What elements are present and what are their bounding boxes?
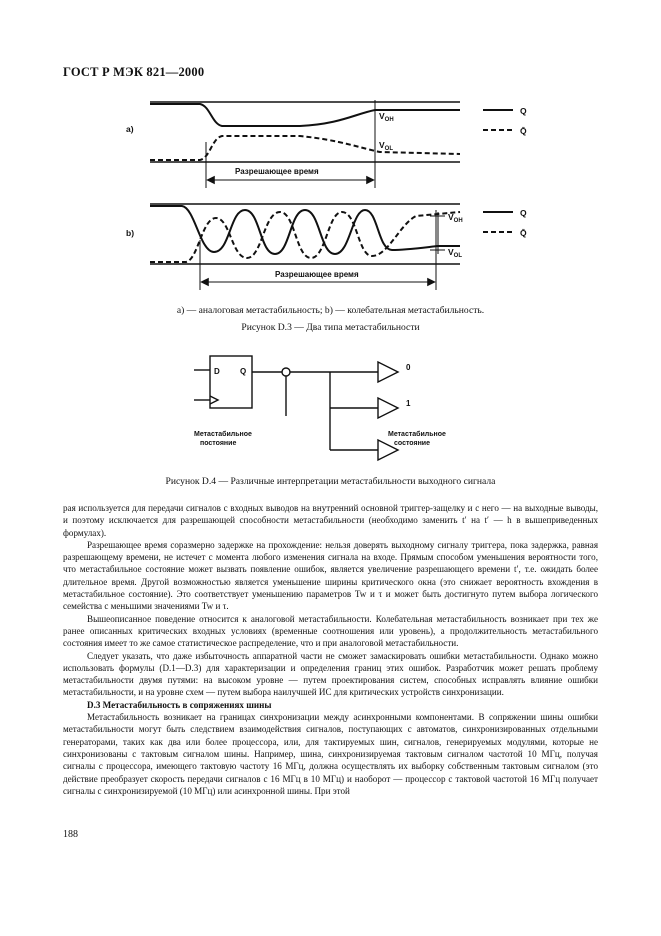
figure-label-b: b): [126, 228, 135, 238]
svg-text:состояние: состояние: [394, 440, 430, 447]
svg-text:Q: Q: [240, 367, 247, 376]
svg-text:Метастабильное: Метастабильное: [388, 431, 446, 438]
svg-text:0: 0: [406, 363, 411, 372]
svg-text:Q̄: Q̄: [520, 228, 527, 238]
svg-text:VOL: $V_{OL}$: [448, 247, 463, 259]
figure-d4-flipflop-diagram: [180, 348, 480, 468]
figure-d4-caption: Рисунок D.4 — Различные интерпретации метастабильности выходного сигнала: [165, 476, 496, 487]
clock-input-marker: [210, 396, 218, 404]
svg-text:1: 1: [406, 399, 411, 408]
svg-text:Q: Q: [520, 208, 527, 218]
svg-text:Метастабильное: Метастабильное: [194, 431, 252, 438]
svg-text:VOH: $V_{OH}$: [448, 212, 463, 224]
page-number: 188: [63, 829, 78, 840]
svg-text:Q: Q: [520, 106, 527, 116]
buffer-0: [378, 362, 398, 382]
paragraph-1: рая используется для передачи сигналов с входных выводов на внутренний основной триггер-защелку и с него — на выходные выводы, и поэтому исключается для разрешающей способности метастабильности (необходимо заменить t′ на t′ — h в вышеприведенных формулах).: [63, 503, 598, 538]
figure-d3-caption: Рисунок D.3 — Два типа метастабильности: [241, 322, 420, 333]
output-node: [282, 368, 290, 376]
svg-text:D: D: [214, 367, 220, 376]
figure-d3-subcaption: а) — аналоговая метастабильность; b) — колебательная метастабильность.: [176, 305, 485, 316]
document-header: ГОСТ Р МЭК 821—2000: [63, 65, 205, 79]
q-trace-a: [150, 104, 460, 126]
figure-d3-metastability-diagram: [120, 92, 550, 292]
svg-text:VOH: $V_{OH}$: [379, 111, 394, 123]
svg-text:Q̄: Q̄: [520, 126, 527, 136]
paragraph-4: Следует указать, что даже избыточность аппаратной части не сможет замаскировать ошибки метастабильности. Однако можно использовать формулы (D.1—D.3) для характеризации и определения границ этих ошибок. Разработчик может решать проблему метастабильности двумя путями: на высоком уровне — путем проектирования систем, способных исправлять влияние ошибки метастабильности, и на уровне схем — путем выбора наилучшей ИС для критических устройств синхронизации.: [63, 650, 598, 698]
qbar-trace-b: [150, 212, 463, 262]
paragraph-2: Разрешающее время соразмерно задержке на прохождение: нельзя доверять выходному сигналу триггера, пока задержка, равная разрешающему времени, не истечет с момента любого изменения сигнала на входе. Прямым способом уменьшения вероятности того, что метастабильное состояние может вызвать появление ошибок, является увеличение разрешающего времени t′, т.е. ожидать более длительное время. Другой возможностью является уменьшение ширины критического окна (это снижает вероятность вхождения в метастабильное состояние). Это соответствует уменьшению параметров Tw и τ и может быть достигнуто путем выбора логического семейства с меньшими значениями Tw и τ.: [63, 539, 598, 612]
section-heading: D.3 Метастабильность в сопряжениях шины: [87, 699, 272, 710]
buffer-1: [378, 398, 398, 418]
body-text: [63, 502, 598, 797]
resolution-label-a: Разрешающее время: [235, 167, 319, 176]
svg-text:VOL: $V_{OL}$: [379, 140, 394, 152]
svg-text:постояние: постояние: [200, 440, 237, 447]
paragraph-5: Метастабильность возникает на границах синхронизации между асинхронными компонентами. В сопряжении шины ошибки метастабильности могут быть следствием взаимодействия сигналов, поступающих с автоматов, синхронизированных отдельными генераторами, таких как два или более процессора, или, для тактируемых шин, сигналов, генерируемых модулями, которые не синхронизованы с тактовым сигналом шины. Например, шина, синхронизируемая тактовым сигналом частотой 10 МГц, получая сигналы с процессора, имеющего тактовую частоту 16 МГц, должна осуществлять их выборку собственным тактовым сигналом (это действие преобразует скорость передачи сигналов с 16 МГц в 10 МГц) и наоборот — процессор с тактовой частотой 16 МГц получает сигналы с синхронизируемой (10 МГц) или асинхронной шины. При этой: [63, 712, 598, 796]
paragraph-3: Вышеописанное поведение относится к аналоговой метастабильности. Колебательная метастабильность возникает при тех же ранее описанных критических входных условиях (временные соотношения или уровень), а продолжительность метастабильного состояния имеет то же самое статистическое распределение, что и при аналоговой метастабильности.: [63, 613, 598, 649]
q-trace-b: [150, 206, 460, 254]
figure-label-a: a): [126, 124, 134, 134]
resolution-label-b: Разрешающее время: [275, 270, 359, 279]
qbar-trace-a: [150, 136, 460, 160]
